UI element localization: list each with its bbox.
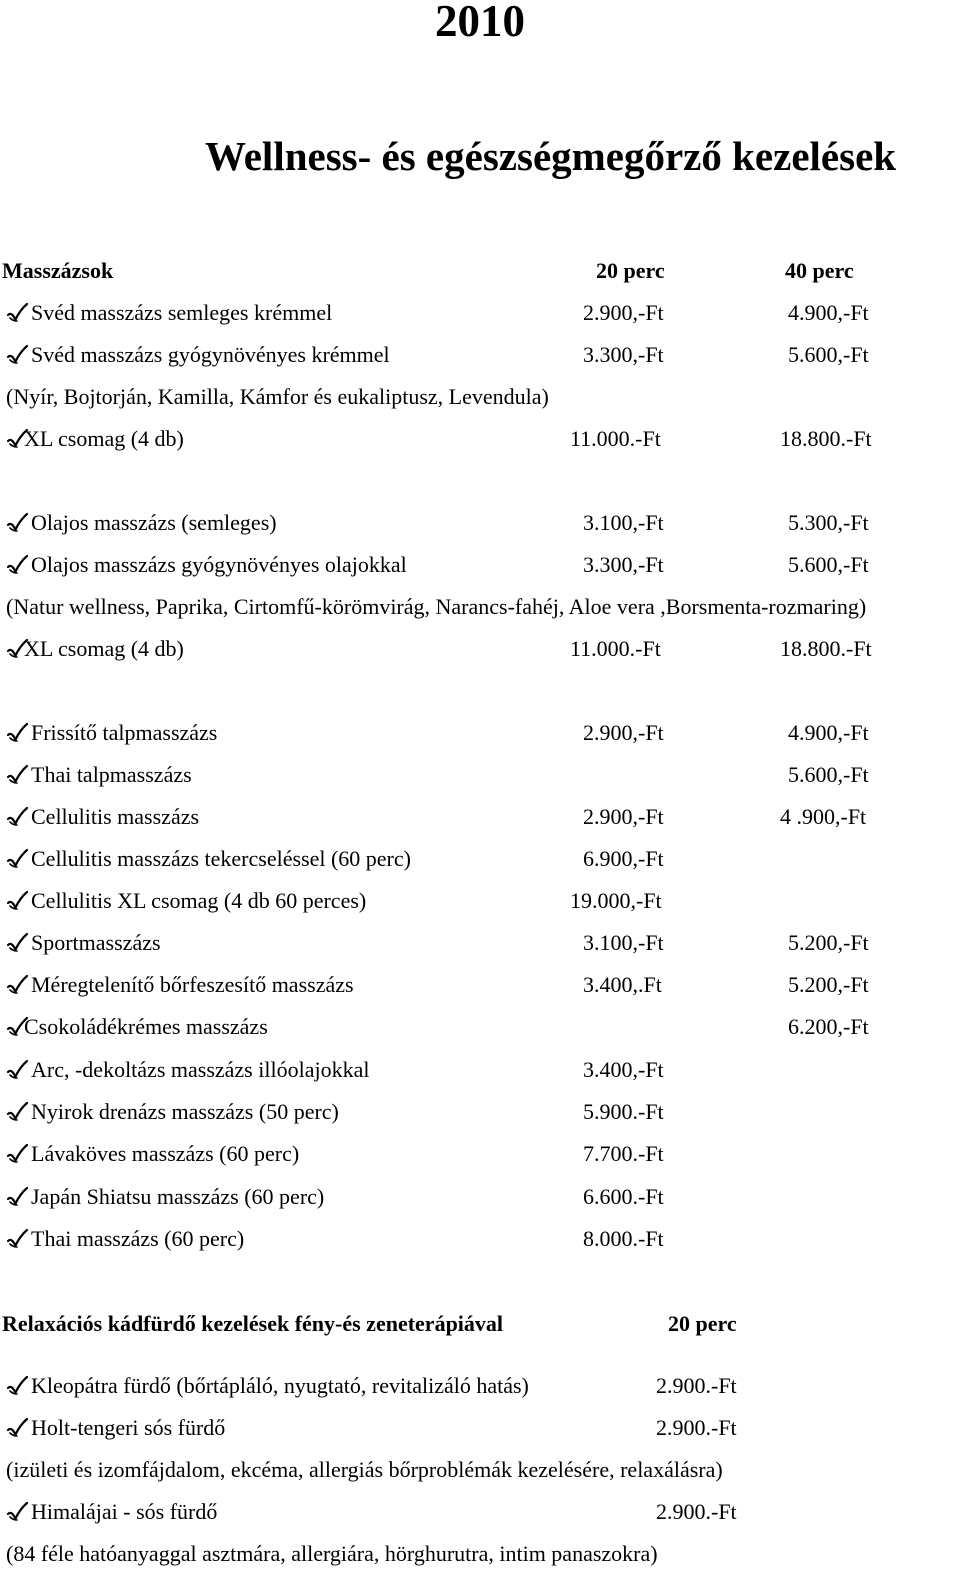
check-mark-icon: [5, 1417, 29, 1439]
price-40-perc: 4.900,-Ft: [788, 720, 869, 745]
price-row: [0, 298, 960, 328]
treatment-name: Himalájai - sós fürdő: [31, 1499, 218, 1524]
check-mark-icon: [5, 722, 29, 744]
price-row: [0, 1012, 960, 1042]
section-heading: Masszázsok: [2, 258, 114, 283]
price-40-perc: 18.800.-Ft: [780, 426, 872, 451]
treatment-name: Kleopátra fürdő (bőrtápláló, nyugtató, revitalizáló hatás): [31, 1373, 529, 1398]
treatment-name: Thai talpmasszázs: [31, 762, 192, 787]
massages-header: [0, 256, 960, 286]
column-header-20: 20 perc: [596, 258, 665, 283]
price-20-perc: 19.000,-Ft: [570, 888, 662, 913]
price-20-perc: 11.000.-Ft: [570, 636, 661, 661]
check-mark-icon: [5, 1375, 29, 1397]
price-20-perc: 3.100,-Ft: [583, 510, 664, 535]
section-heading: Relaxációs kádfürdő kezelések fény-és zeneterápiával: [2, 1311, 504, 1336]
price-row: [0, 424, 960, 454]
treatment-name: Cellulitis masszázs tekercseléssel (60 perc): [31, 846, 411, 871]
price-row: [0, 1497, 960, 1527]
price-20-perc: 2.900.-Ft: [656, 1415, 737, 1440]
column-header-20: 20 perc: [668, 1311, 737, 1336]
price-40-perc: 5.600,-Ft: [788, 762, 869, 787]
treatment-name: Nyirok drenázs masszázs (50 perc): [31, 1099, 339, 1124]
check-mark-icon: [5, 1501, 29, 1523]
treatment-name: Méregtelenítő bőrfeszesítő masszázs: [31, 972, 354, 997]
check-mark-icon: [5, 848, 29, 870]
check-mark-icon: [5, 932, 29, 954]
price-40-perc: 5.300,-Ft: [788, 510, 869, 535]
check-mark-icon: [5, 1059, 29, 1081]
note-row: [0, 1455, 960, 1485]
price-row: [0, 1097, 960, 1127]
price-20-perc: 3.300,-Ft: [583, 552, 664, 577]
price-20-perc: 5.900.-Ft: [583, 1099, 664, 1124]
check-mark-icon: [5, 512, 29, 534]
price-20-perc: 2.900.-Ft: [656, 1499, 737, 1524]
price-row: [0, 760, 960, 790]
price-20-perc: 11.000.-Ft: [570, 426, 661, 451]
year-heading: 2010: [435, 0, 525, 46]
price-40-perc: 5.200,-Ft: [788, 972, 869, 997]
price-row: [0, 550, 960, 580]
treatment-name: Holt-tengeri sós fürdő: [31, 1415, 226, 1440]
check-mark-icon: [5, 890, 29, 912]
note-row: [0, 382, 960, 412]
price-row: [0, 970, 960, 1000]
note-text: (Natur wellness, Paprika, Cirtomfű-körömvirág, Narancs-fahéj, Aloe vera ,Borsmenta-rozmaring): [6, 594, 867, 619]
treatment-name: Frissítő talpmasszázs: [31, 720, 218, 745]
price-20-perc: 3.300,-Ft: [583, 342, 664, 367]
treatment-name: Csokoládékrémes masszázs: [24, 1014, 268, 1039]
check-mark-icon: [5, 764, 29, 786]
price-20-perc: 8.000.-Ft: [583, 1226, 664, 1251]
treatment-name: Olajos masszázs (semleges): [31, 510, 277, 535]
price-row: [0, 508, 960, 538]
note-row: [0, 1539, 960, 1569]
treatment-name: Japán Shiatsu masszázs (60 perc): [31, 1184, 325, 1209]
check-mark-icon: [5, 554, 29, 576]
price-row: [0, 802, 960, 832]
price-40-perc: 6.200,-Ft: [788, 1014, 869, 1039]
check-mark-icon: [5, 1228, 29, 1250]
price-row: [0, 1371, 960, 1401]
treatment-name: XL csomag (4 db): [24, 636, 184, 661]
price-40-perc: 5.600,-Ft: [788, 342, 869, 367]
treatment-name: Sportmasszázs: [31, 930, 161, 955]
baths-header: [0, 1309, 960, 1339]
price-row: [0, 1182, 960, 1212]
treatment-name: Thai masszázs (60 perc): [31, 1226, 245, 1251]
treatment-name: Svéd masszázs gyógynövényes krémmel: [31, 342, 390, 367]
check-mark-icon: [5, 302, 29, 324]
treatment-name: Olajos masszázs gyógynövényes olajokkal: [31, 552, 407, 577]
treatment-name: XL csomag (4 db): [24, 426, 184, 451]
check-mark-icon: [5, 1101, 29, 1123]
price-row: [0, 634, 960, 664]
note-text: (izületi és izomfájdalom, ekcéma, allergiás bőrproblémák kezelésére, relaxálásra): [6, 1457, 723, 1482]
check-mark-icon: [5, 344, 29, 366]
check-mark-icon: [5, 1186, 29, 1208]
treatment-name: Svéd masszázs semleges krémmel: [31, 300, 333, 325]
treatment-name: Cellulitis XL csomag (4 db 60 perces): [31, 888, 367, 913]
price-row: [0, 1139, 960, 1169]
price-40-perc: 5.600,-Ft: [788, 552, 869, 577]
check-mark-icon: [5, 806, 29, 828]
price-20-perc: 6.600.-Ft: [583, 1184, 664, 1209]
price-row: [0, 1413, 960, 1443]
page-title: Wellness- és egészségmegőrző kezelések: [205, 133, 897, 179]
price-40-perc: 5.200,-Ft: [788, 930, 869, 955]
price-40-perc: 4 .900,-Ft: [780, 804, 867, 829]
price-row: [0, 718, 960, 748]
price-row: [0, 1055, 960, 1085]
note-text: (84 féle hatóanyaggal asztmára, allergiára, hörghurutra, intim panaszokra): [6, 1541, 658, 1566]
treatment-name: Lávaköves masszázs (60 perc): [31, 1141, 300, 1166]
price-row: [0, 928, 960, 958]
note-text: (Nyír, Bojtorján, Kamilla, Kámfor és eukaliptusz, Levendula): [6, 384, 549, 409]
price-20-perc: 2.900,-Ft: [583, 720, 664, 745]
check-mark-icon: [5, 974, 29, 996]
price-40-perc: 4.900,-Ft: [788, 300, 869, 325]
price-20-perc: 3.400,.Ft: [583, 972, 662, 997]
price-20-perc: 6.900,-Ft: [583, 846, 664, 871]
note-row: [0, 592, 960, 622]
price-row: [0, 1224, 960, 1254]
price-20-perc: 7.700.-Ft: [583, 1141, 664, 1166]
check-mark-icon: [5, 1143, 29, 1165]
price-20-perc: 2.900,-Ft: [583, 804, 664, 829]
treatment-name: Arc, -dekoltázs masszázs illóolajokkal: [31, 1057, 370, 1082]
price-20-perc: 2.900.-Ft: [656, 1373, 737, 1398]
price-row: [0, 844, 960, 874]
price-row: [0, 340, 960, 370]
price-20-perc: 2.900,-Ft: [583, 300, 664, 325]
price-row: [0, 886, 960, 916]
price-20-perc: 3.400,-Ft: [583, 1057, 664, 1082]
column-header-40: 40 perc: [785, 258, 854, 283]
price-20-perc: 3.100,-Ft: [583, 930, 664, 955]
treatment-name: Cellulitis masszázs: [31, 804, 200, 829]
price-40-perc: 18.800.-Ft: [780, 636, 872, 661]
